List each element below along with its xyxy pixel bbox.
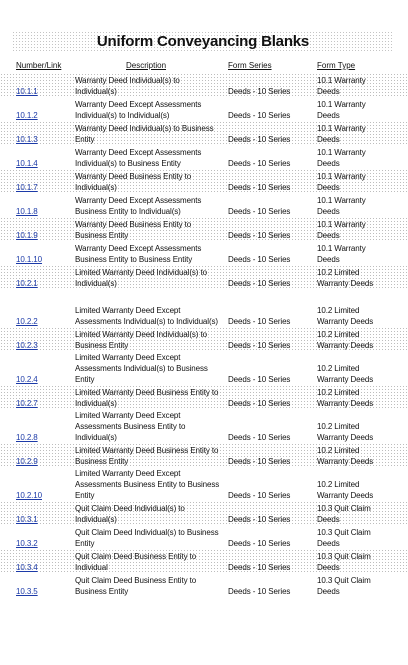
table-row: [0, 169, 408, 193]
form-type: [317, 527, 397, 549]
column-header-description: Description: [126, 61, 167, 70]
form-description-line-2: Entity: [75, 375, 95, 384]
form-description-line-2: Individual(s): [75, 433, 117, 442]
form-type-line-2: Warranty Deeds: [317, 399, 374, 408]
form-type-line-2: Warranty Deeds: [317, 491, 374, 500]
form-type-line-2: Deeds: [317, 231, 340, 240]
form-description-line-2: Individual(s) to Business Entity: [75, 159, 181, 168]
form-number-link[interactable]: 10.2.9: [16, 457, 38, 466]
form-series: Deeds - 10 Series: [228, 159, 291, 168]
form-type: [317, 171, 397, 193]
form-number-link[interactable]: 10.3.2: [16, 539, 38, 548]
form-series: Deeds - 10 Series: [228, 433, 291, 442]
table-row: [0, 443, 408, 467]
table-row: [0, 73, 408, 97]
form-type-line-2: Warranty Deeds: [317, 317, 374, 326]
form-description-line-2: Business Entity to Individual(s): [75, 207, 181, 216]
form-series: Deeds - 10 Series: [228, 183, 291, 192]
form-type: [317, 421, 397, 443]
table-row: [0, 549, 408, 573]
form-description-line-2: Business Entity: [75, 341, 129, 350]
table-row: [0, 385, 408, 409]
form-description-line-1: Limited Warranty Deed Individual(s) to: [75, 330, 207, 339]
form-type-line-2: Deeds: [317, 539, 340, 548]
form-type-line-1: 10.1 Warranty: [317, 124, 366, 133]
form-series: Deeds - 10 Series: [228, 399, 291, 408]
form-type: [317, 575, 397, 597]
form-number-link[interactable]: 10.1.7: [16, 183, 38, 192]
form-type: [317, 99, 397, 121]
form-description: [75, 219, 225, 241]
form-series: Deeds - 10 Series: [228, 587, 291, 596]
form-number-link[interactable]: 10.2.7: [16, 399, 38, 408]
form-series: Deeds - 10 Series: [228, 563, 291, 572]
form-type: [317, 123, 397, 145]
form-description: [75, 527, 225, 549]
form-description: [75, 410, 225, 443]
table-row: [0, 501, 408, 525]
table-row: [0, 241, 408, 265]
column-header-form-type: Form Type: [317, 61, 356, 70]
form-description: [75, 123, 225, 145]
form-series: Deeds - 10 Series: [228, 255, 291, 264]
form-number-link[interactable]: 10.2.2: [16, 317, 38, 326]
form-number-link[interactable]: 10.1.10: [16, 255, 42, 264]
form-description-line-1: Limited Warranty Deed Individual(s) to: [75, 268, 207, 277]
document-title: Uniform Conveyancing Blanks: [12, 31, 394, 53]
form-description: [75, 352, 225, 385]
form-description-line-1: Warranty Deed Except Assessments: [75, 100, 202, 109]
table-row: [0, 573, 408, 597]
form-description-line-2: Business Entity to Business Entity: [75, 255, 193, 264]
form-description-line-2: Business Entity: [75, 457, 129, 466]
form-type: [317, 305, 397, 327]
column-header-form-series: Form Series: [228, 61, 272, 70]
form-description-line-2: Individual(s): [75, 279, 117, 288]
form-type-line-1: 10.3 Quit Claim: [317, 528, 371, 537]
form-type-line-2: Deeds: [317, 255, 340, 264]
form-description-line-1: Limited Warranty Deed Business Entity to: [75, 446, 219, 455]
form-series: Deeds - 10 Series: [228, 135, 291, 144]
table-row: [0, 327, 408, 351]
form-type-line-2: Warranty Deeds: [317, 457, 374, 466]
form-description-line-2: Individual(s): [75, 87, 117, 96]
form-description-line-1: Quit Claim Deed Individual(s) to: [75, 504, 185, 513]
form-type: [317, 329, 397, 351]
form-series: Deeds - 10 Series: [228, 341, 291, 350]
form-description-line-2: Individual(s) to Individual(s): [75, 111, 170, 120]
form-series: Deeds - 10 Series: [228, 491, 291, 500]
form-type-line-1: 10.2 Limited: [317, 268, 360, 277]
form-description-line-2: Individual(s): [75, 183, 117, 192]
form-description: [75, 99, 225, 121]
form-description: [75, 147, 225, 169]
form-type-line-1: 10.1 Warranty: [317, 148, 366, 157]
form-number-link[interactable]: 10.3.5: [16, 587, 38, 596]
form-type-line-2: Warranty Deeds: [317, 341, 374, 350]
form-description: [75, 503, 225, 525]
form-description-line-2: Individual: [75, 563, 108, 572]
form-description: [75, 551, 225, 573]
form-description: [75, 243, 225, 265]
form-number-link[interactable]: 10.2.8: [16, 433, 38, 442]
form-number-link[interactable]: 10.3.4: [16, 563, 38, 572]
form-series: Deeds - 10 Series: [228, 279, 291, 288]
form-description: [75, 387, 225, 409]
form-type-line-2: Deeds: [317, 207, 340, 216]
form-type-line-2: Warranty Deeds: [317, 433, 374, 442]
form-description: [75, 305, 225, 327]
form-type: [317, 503, 397, 525]
form-type-line-1: 10.2 Limited: [317, 388, 360, 397]
form-description-line-1: Quit Claim Deed Business Entity to: [75, 552, 197, 561]
form-description: [75, 195, 225, 217]
form-type-line-1: 10.1 Warranty: [317, 220, 366, 229]
form-description-line-2: Entity: [75, 539, 95, 548]
form-type-line-1: 10.2 Limited: [317, 330, 360, 339]
form-description-line-2: Business Entity: [75, 587, 129, 596]
form-number-link[interactable]: 10.2.4: [16, 375, 38, 384]
table-row: [0, 193, 408, 217]
table-header: [0, 60, 408, 72]
form-number-link[interactable]: 10.1.1: [16, 87, 38, 96]
form-description-line-1: Warranty Deed Except Assessments: [75, 196, 202, 205]
form-series: Deeds - 10 Series: [228, 515, 291, 524]
form-type-line-1: 10.2 Limited: [317, 422, 360, 431]
form-type-line-1: 10.2 Limited: [317, 480, 360, 489]
form-type-line-2: Deeds: [317, 87, 340, 96]
table-row: [0, 525, 408, 549]
form-description-line-1: Warranty Deed Business Entity to: [75, 172, 192, 181]
form-type-line-1: 10.1 Warranty: [317, 76, 366, 85]
form-description: [75, 75, 225, 97]
form-series: Deeds - 10 Series: [228, 317, 291, 326]
form-description: [75, 267, 225, 289]
form-type: [317, 75, 397, 97]
form-type-line-1: 10.1 Warranty: [317, 244, 366, 253]
form-description-line-2: Individual(s): [75, 515, 117, 524]
form-series: Deeds - 10 Series: [228, 231, 291, 240]
form-type: [317, 387, 397, 409]
table-row: [0, 351, 408, 385]
form-type: [317, 479, 397, 501]
form-number-link[interactable]: 10.3.1: [16, 515, 38, 524]
form-description: [75, 575, 225, 597]
form-type-line-1: 10.3 Quit Claim: [317, 504, 371, 513]
form-type-line-1: 10.2 Limited: [317, 446, 360, 455]
form-number-link[interactable]: 10.1.9: [16, 231, 38, 240]
form-type-line-1: 10.1 Warranty: [317, 172, 366, 181]
form-type-line-1: 10.2 Limited: [317, 364, 360, 373]
form-type-line-2: Deeds: [317, 135, 340, 144]
form-description: [75, 468, 225, 501]
form-description-line-1: Limited Warranty Deed Business Entity to: [75, 388, 219, 397]
form-series: Deeds - 10 Series: [228, 111, 291, 120]
form-type-line-2: Deeds: [317, 183, 340, 192]
form-type-line-1: 10.2 Limited: [317, 306, 360, 315]
form-type-line-2: Deeds: [317, 515, 340, 524]
form-description-line-1: Limited Warranty Deed Except: [75, 306, 181, 315]
form-type-line-2: Warranty Deeds: [317, 375, 374, 384]
table-row: [0, 265, 408, 289]
table-row: [0, 467, 408, 501]
form-type-line-1: 10.1 Warranty: [317, 196, 366, 205]
table-row: [0, 289, 408, 327]
form-description-line-1: Quit Claim Deed Business Entity to: [75, 576, 197, 585]
form-type: [317, 551, 397, 573]
form-type: [317, 219, 397, 241]
form-description: [75, 329, 225, 351]
form-description-line-1: Limited Warranty Deed Except Assessments Business Entity to: [75, 411, 186, 431]
form-series: Deeds - 10 Series: [228, 375, 291, 384]
form-number-link[interactable]: 10.1.3: [16, 135, 38, 144]
form-description-line-1: Warranty Deed Except Assessments: [75, 244, 202, 253]
form-type: [317, 243, 397, 265]
form-description-line-2: Individual(s): [75, 399, 117, 408]
table-row: [0, 97, 408, 121]
table-row: [0, 145, 408, 169]
form-type: [317, 147, 397, 169]
table-row: [0, 409, 408, 443]
form-number-link[interactable]: 10.1.4: [16, 159, 38, 168]
form-type-line-1: 10.3 Quit Claim: [317, 576, 371, 585]
form-description-line-1: Warranty Deed Business Entity to: [75, 220, 192, 229]
form-number-link[interactable]: 10.1.8: [16, 207, 38, 216]
form-description-line-1: Warranty Deed Individual(s) to: [75, 76, 180, 85]
form-type-line-2: Deeds: [317, 587, 340, 596]
form-series: Deeds - 10 Series: [228, 207, 291, 216]
table-row: [0, 121, 408, 145]
form-description-line-2: Entity: [75, 491, 95, 500]
form-series: Deeds - 10 Series: [228, 87, 291, 96]
form-type-line-2: Deeds: [317, 159, 340, 168]
form-number-link[interactable]: 10.2.1: [16, 279, 38, 288]
form-type: [317, 445, 397, 467]
form-type-line-2: Deeds: [317, 111, 340, 120]
form-number-link[interactable]: 10.1.2: [16, 111, 38, 120]
column-header-number-link: Number/Link: [16, 61, 62, 70]
form-type: [317, 195, 397, 217]
form-type: [317, 267, 397, 289]
form-number-link[interactable]: 10.2.3: [16, 341, 38, 350]
form-description-line-1: Warranty Deed Except Assessments: [75, 148, 202, 157]
form-description-line-1: Quit Claim Deed Individual(s) to Business: [75, 528, 219, 537]
form-description-line-2: Entity: [75, 135, 95, 144]
table-row: [0, 217, 408, 241]
form-description-line-2: Business Entity: [75, 231, 129, 240]
form-type-line-1: 10.1 Warranty: [317, 100, 366, 109]
form-description-line-1: Warranty Deed Individual(s) to Business: [75, 124, 214, 133]
form-type-line-1: 10.3 Quit Claim: [317, 552, 371, 561]
form-description-line-2: Assessments Individual(s) to Individual(s): [75, 317, 218, 326]
form-type: [317, 363, 397, 385]
form-description-line-1: Limited Warranty Deed Except Assessments Individual(s) to Business: [75, 353, 208, 373]
form-type-line-2: Deeds: [317, 563, 340, 572]
form-description: [75, 171, 225, 193]
form-type-line-2: Warranty Deeds: [317, 279, 374, 288]
form-series: Deeds - 10 Series: [228, 539, 291, 548]
form-series: Deeds - 10 Series: [228, 457, 291, 466]
form-description: [75, 445, 225, 467]
form-number-link[interactable]: 10.2.10: [16, 491, 42, 500]
form-description-line-1: Limited Warranty Deed Except Assessments Business Entity to Business: [75, 469, 220, 489]
